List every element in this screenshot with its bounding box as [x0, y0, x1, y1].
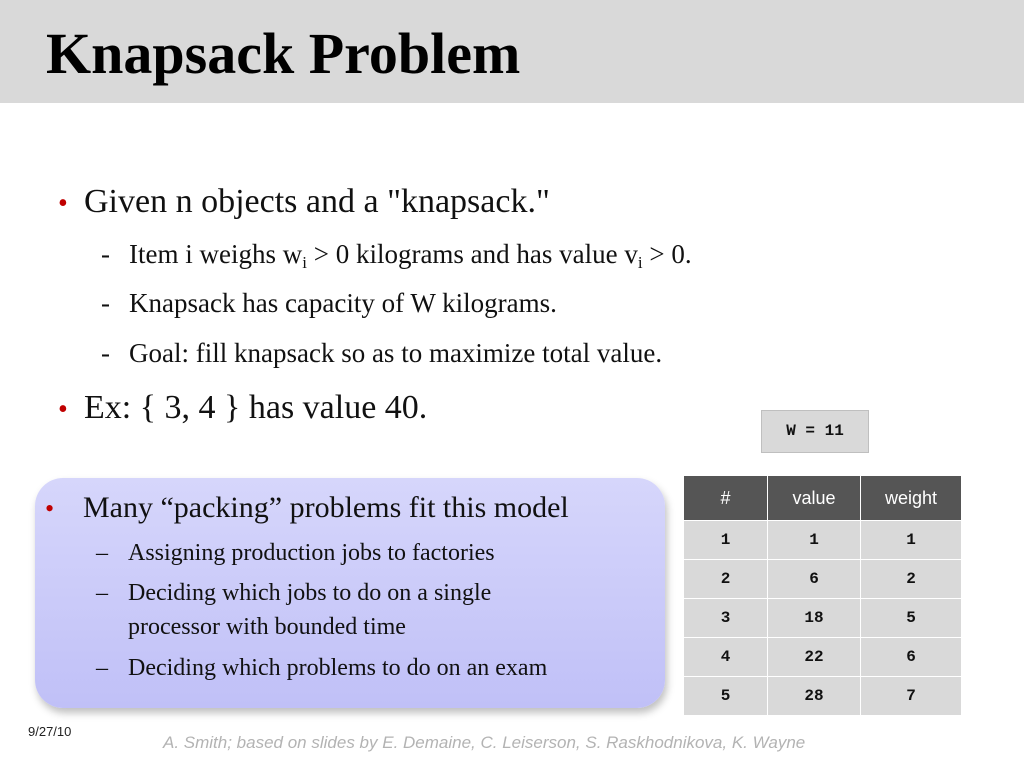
- bullet-text: Ex: { 3, 4 } has value 40.: [84, 389, 428, 426]
- slide-credit: A. Smith; based on slides by E. Demaine, C. Leiserson, S. Raskhodnikova, K. Wayne: [163, 733, 806, 752]
- subscript-i: i: [302, 253, 307, 272]
- subscript-i: i: [637, 253, 643, 272]
- cell-weight: 6: [861, 638, 962, 677]
- header-weight: weight: [861, 476, 962, 521]
- bullet-text: Given n objects and a "knapsack.": [84, 183, 550, 220]
- cell-number: 5: [684, 677, 768, 716]
- bullet-dot: •: [58, 394, 68, 425]
- callout-main-bullet: [45, 490, 569, 527]
- sub-text-mid: > 0 kilograms and has value v: [306, 239, 638, 269]
- cell-number: 3: [684, 599, 768, 638]
- sub-bullet-item-weights: [101, 238, 692, 270]
- sub-bullet-capacity: [101, 287, 557, 319]
- callout-item-text: Deciding which problems to do on an exam: [128, 655, 548, 681]
- callout-item: [96, 576, 491, 644]
- table-header-row: [684, 476, 962, 521]
- slide-title: Knapsack Problem: [46, 21, 521, 86]
- callout-main-text: Many “packing” problems fit this model: [83, 491, 569, 524]
- callout-item: [96, 536, 495, 570]
- bullet-example: [58, 388, 427, 430]
- cell-number: 1: [684, 521, 768, 560]
- cell-value: 18: [768, 599, 861, 638]
- dash-marker: –: [96, 580, 108, 606]
- cell-number: 4: [684, 638, 768, 677]
- cell-value: 6: [768, 560, 861, 599]
- items-table: [683, 475, 962, 716]
- capacity-label-box: W = 11: [761, 410, 869, 453]
- sub-text-pre: Item i weighs w: [129, 239, 303, 269]
- header-number: #: [684, 476, 768, 521]
- dash-marker: -: [101, 338, 110, 368]
- cell-value: 28: [768, 677, 861, 716]
- callout-item: [96, 651, 547, 685]
- callout-item-text: Assigning production jobs to factories: [128, 540, 495, 566]
- cell-weight: 2: [861, 560, 962, 599]
- callout-item-line: Deciding which jobs to do on a single: [128, 580, 492, 606]
- dash-marker: –: [96, 540, 108, 566]
- table-row: [684, 638, 962, 677]
- sub-text-post: > 0.: [642, 239, 692, 269]
- table-row: [684, 560, 962, 599]
- dash-marker: -: [101, 288, 110, 318]
- cell-value: 22: [768, 638, 861, 677]
- bullet-dot: •: [58, 188, 68, 219]
- table-row: [684, 521, 962, 560]
- bullet-given-objects: [58, 182, 550, 224]
- table-row: [684, 599, 962, 638]
- cell-weight: 5: [861, 599, 962, 638]
- cell-number: 2: [684, 560, 768, 599]
- cell-value: 1: [768, 521, 861, 560]
- cell-weight: 1: [861, 521, 962, 560]
- sub-text: Knapsack has capacity of W kilograms.: [129, 288, 557, 318]
- table-row: [684, 677, 962, 716]
- cell-weight: 7: [861, 677, 962, 716]
- sub-text: Goal: fill knapsack so as to maximize total value.: [129, 338, 663, 368]
- callout-item-line: processor with bounded time: [128, 614, 406, 640]
- bullet-dot: •: [45, 494, 55, 523]
- dash-marker: -: [101, 239, 110, 269]
- slide-date: 9/27/10: [28, 724, 72, 739]
- callout-item-text: [128, 576, 491, 644]
- sub-bullet-goal: [101, 337, 662, 369]
- header-value: value: [768, 476, 861, 521]
- dash-marker: –: [96, 655, 108, 681]
